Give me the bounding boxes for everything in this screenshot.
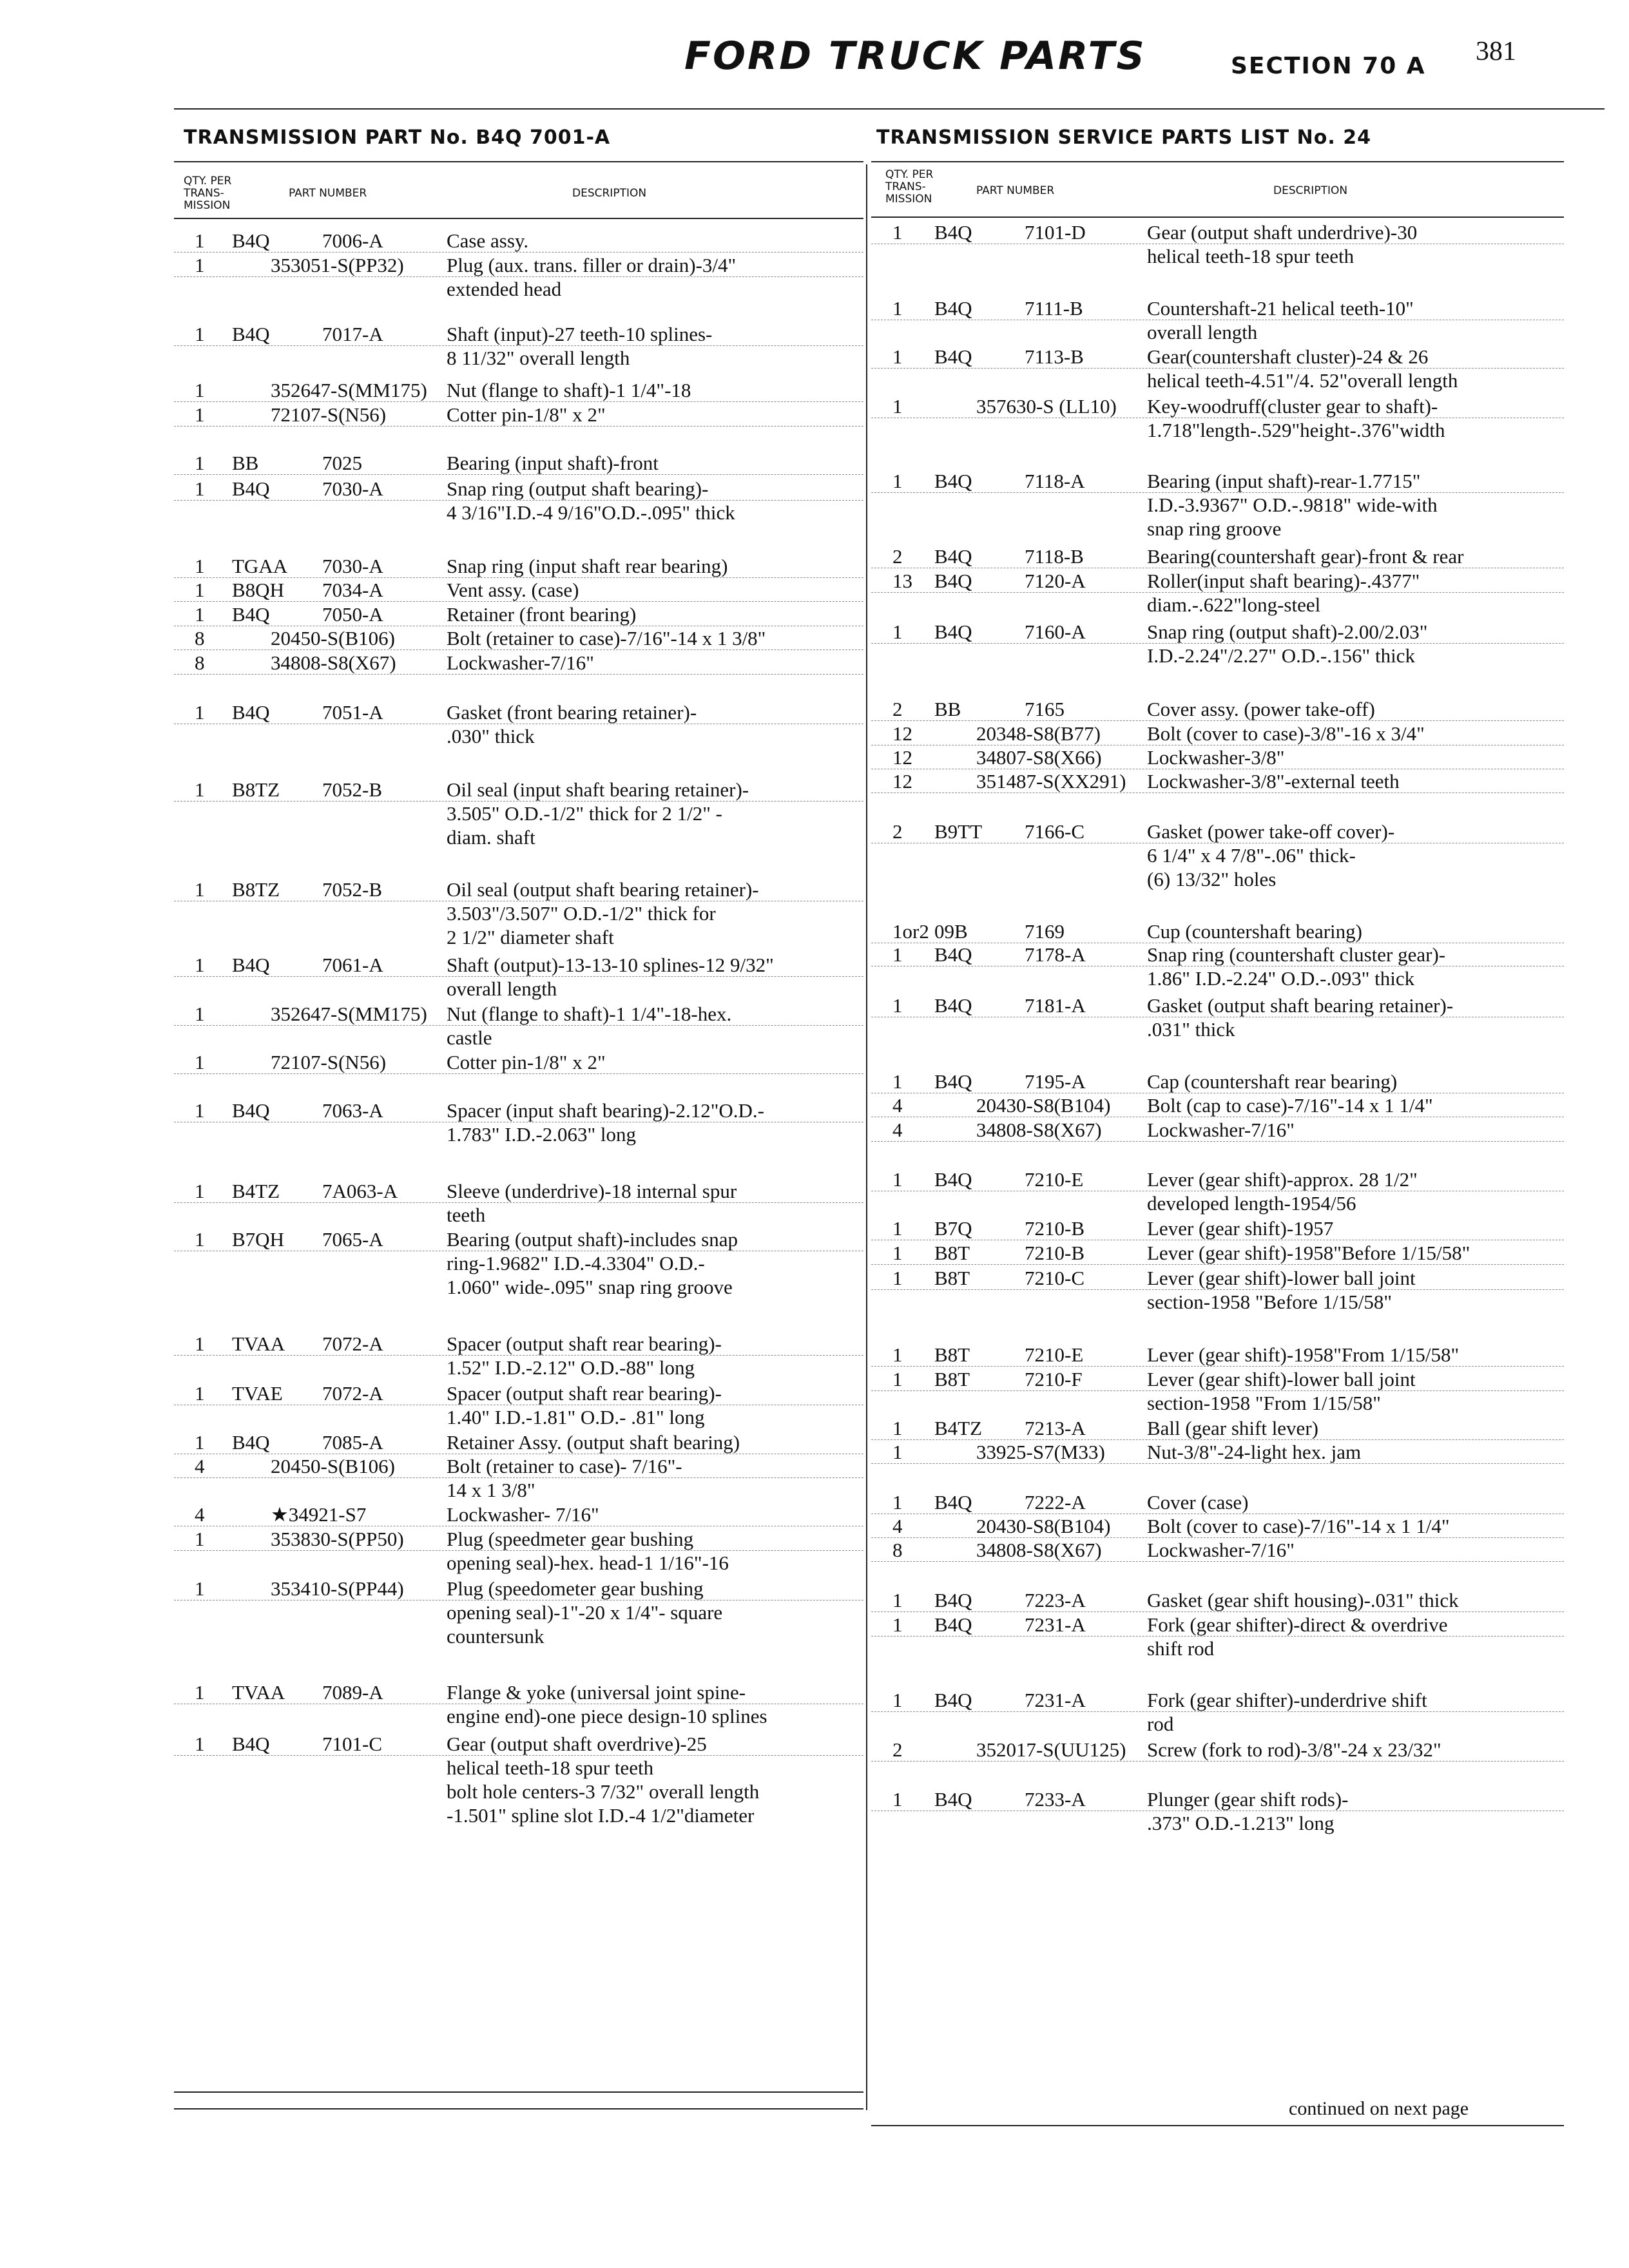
prefix-cell: BB — [934, 698, 961, 720]
description-cell: Snap ring (countershaft cluster gear)- 1.86" I.D.-2.24" O.D.-.093" thick — [1147, 943, 1446, 990]
description-cell: Spacer (output shaft rear bearing)- 1.52" I.D.-2.12" O.D.-88" long — [447, 1332, 722, 1379]
row-rule — [174, 801, 863, 802]
qty-cell: 1 — [892, 994, 903, 1017]
row-rule — [174, 1550, 863, 1551]
description-cell: Cup (countershaft bearing) — [1147, 920, 1362, 943]
row-rule — [174, 500, 863, 501]
qty-cell: 1 — [892, 395, 903, 418]
part-number-cell: 7169 — [1025, 920, 1065, 943]
description-cell: Ball (gear shift lever) — [1147, 1417, 1318, 1439]
part-number-cell: 7017-A — [322, 323, 383, 345]
description-cell: Lever (gear shift)-1958"Before 1/15/58" — [1147, 1242, 1470, 1264]
description-cell: Key-woodruff(cluster gear to shaft)- 1.718"length-.529"height-.376"width — [1147, 395, 1445, 441]
qty-cell: 4 — [195, 1455, 205, 1477]
prefix-cell: B8QH — [232, 579, 284, 601]
description-cell: Fork (gear shifter)-underdrive shift rod — [1147, 1689, 1427, 1735]
description-cell: Nut-3/8"-24-light hex. jam — [1147, 1441, 1362, 1463]
prefix-cell: B4Q — [232, 229, 270, 252]
prefix-cell: B4Q — [232, 323, 270, 345]
row-rule — [174, 426, 863, 427]
qty-cell: 13 — [892, 570, 912, 592]
qty-cell: 1 — [892, 1368, 903, 1390]
part-number-cell: 351487-S(XX291) — [976, 770, 1126, 793]
qty-cell: 1 — [195, 603, 205, 626]
qty-cell: 1 — [195, 701, 205, 724]
qty-cell: 1 — [195, 1528, 205, 1550]
part-number-cell: 7160-A — [1025, 620, 1086, 643]
description-cell: Bearing (input shaft)-rear-1.7715" I.D.-3.9367" O.D.-.9818" wide-with snap ring groove — [1147, 470, 1438, 540]
part-number-cell: 7210-B — [1025, 1217, 1084, 1240]
description-cell: Screw (fork to rod)-3/8"-24 x 23/32" — [1147, 1738, 1441, 1761]
row-rule — [174, 252, 863, 253]
qty-cell: 1 — [195, 555, 205, 577]
description-cell: Lockwasher-7/16" — [1147, 1119, 1295, 1141]
prefix-cell: B4Q — [934, 570, 972, 592]
prefix-cell: B4Q — [934, 1491, 972, 1514]
description-cell: Roller(input shaft bearing)-.4377" diam.-.622"long-steel — [1147, 570, 1420, 616]
row-rule — [871, 1761, 1564, 1762]
row-rule — [174, 401, 863, 402]
part-number-cell: 7213-A — [1025, 1417, 1086, 1439]
prefix-cell: B4Q — [934, 1613, 972, 1636]
part-number-cell: 7118-A — [1025, 470, 1085, 492]
prefix-cell: BB — [232, 452, 259, 474]
prefix-cell: TGAA — [232, 555, 288, 577]
qty-cell: 1 — [195, 954, 205, 976]
description-cell: Snap ring (output shaft)-2.00/2.03" I.D.-2.24"/2.27" O.D.-.156" thick — [1147, 620, 1428, 667]
left-heading: TRANSMISSION PART No. B4Q 7001-A — [184, 126, 611, 149]
part-number-cell: 20348-S8(B77) — [976, 722, 1101, 745]
prefix-cell: B4Q — [232, 701, 270, 724]
description-cell: Retainer Assy. (output shaft bearing) — [447, 1431, 740, 1454]
qty-cell: 1 — [892, 1589, 903, 1611]
qty-cell: 2 — [892, 545, 903, 568]
description-cell: Bearing (output shaft)-includes snap ring-1.9682" I.D.-4.3304" O.D.- 1.060" wide-.095" snap ring groove — [447, 1228, 738, 1298]
row-rule — [174, 1025, 863, 1026]
description-cell: Oil seal (input shaft bearing retainer)- 3.505" O.D.-1/2" thick for 2 1/2" - diam. shaft — [447, 778, 749, 849]
qty-cell: 1 — [892, 1417, 903, 1439]
part-number-cell: 7065-A — [322, 1228, 383, 1251]
part-number-cell: 353410-S(PP44) — [271, 1577, 404, 1600]
part-number-cell: 33925-S7(M33) — [976, 1441, 1105, 1463]
part-number-cell: 7111-B — [1025, 297, 1083, 320]
row-rule — [871, 592, 1564, 593]
prefix-cell: B4Q — [934, 1788, 972, 1811]
qty-cell: 1 — [892, 620, 903, 643]
part-number-cell: 20450-S(B106) — [271, 1455, 395, 1477]
description-cell: Bolt (retainer to case)-7/16"-14 x 1 3/8" — [447, 627, 766, 649]
qty-cell: 2 — [892, 820, 903, 843]
description-cell: Lockwasher- 7/16" — [447, 1503, 599, 1526]
description-cell: Lever (gear shift)-approx. 28 1/2" developed length-1954/56 — [1147, 1168, 1418, 1215]
description-cell: Gasket (output shaft bearing retainer)- .031" thick — [1147, 994, 1454, 1041]
prefix-cell: B8T — [934, 1242, 970, 1264]
prefix-cell: 09B — [934, 920, 968, 943]
part-number-cell: 7210-B — [1025, 1242, 1084, 1264]
prefix-cell: B4Q — [934, 297, 972, 320]
part-number-cell: 352647-S(MM175) — [271, 1003, 427, 1025]
prefix-cell: B4Q — [934, 943, 972, 966]
qty-cell: 1 — [195, 1382, 205, 1405]
part-number-cell: 7101-D — [1025, 221, 1086, 244]
qty-cell: 1 — [195, 323, 205, 345]
qty-cell: 1 — [195, 878, 205, 901]
qty-cell: 1 — [892, 1689, 903, 1711]
part-number-cell: 7210-E — [1025, 1343, 1084, 1366]
part-number-cell: 7181-A — [1025, 994, 1086, 1017]
qty-cell: 1 — [195, 778, 205, 801]
header-rule — [174, 108, 1605, 110]
prefix-cell: B7QH — [232, 1228, 284, 1251]
qty-cell: 1 — [892, 470, 903, 492]
row-rule — [871, 1711, 1564, 1712]
prefix-cell: B4Q — [934, 470, 972, 492]
description-cell: Cotter pin-1/8" x 2" — [447, 403, 606, 426]
qty-cell: 1 — [892, 1788, 903, 1811]
description-cell: Bearing (input shaft)-front — [447, 452, 659, 474]
description-cell: Plunger (gear shift rods)- .373" O.D.-1.213" long — [1147, 1788, 1349, 1834]
part-number-cell: 7025 — [322, 452, 362, 474]
description-cell: Plug (speedometer gear bushing opening seal)-1"-20 x 1/4"- square countersunk — [447, 1577, 723, 1648]
description-cell: Lever (gear shift)-1957 — [1147, 1217, 1334, 1240]
description-cell: Plug (aux. trans. filler or drain)-3/4" extended head — [447, 254, 737, 300]
prefix-cell: B4Q — [934, 345, 972, 368]
description-cell: Lockwasher-3/8" — [1147, 746, 1285, 769]
prefix-cell: B4Q — [232, 603, 270, 626]
part-number-cell: 7089-A — [322, 1681, 383, 1704]
row-rule — [174, 1477, 863, 1478]
qty-cell: 12 — [892, 770, 912, 793]
left-bottom-rule — [174, 2091, 863, 2093]
row-rule — [174, 276, 863, 277]
prefix-cell: B8T — [934, 1343, 970, 1366]
prefix-cell: B4Q — [232, 1099, 270, 1122]
part-number-cell: 72107-S(N56) — [271, 1051, 387, 1073]
qty-cell: 1 — [195, 254, 205, 276]
description-cell: Shaft (input)-27 teeth-10 splines- 8 11/32" overall length — [447, 323, 713, 369]
row-rule — [174, 1202, 863, 1203]
description-cell: Cotter pin-1/8" x 2" — [447, 1051, 606, 1073]
qty-cell: 12 — [892, 746, 912, 769]
row-rule — [174, 1355, 863, 1356]
right-heading-rule — [871, 161, 1564, 162]
prefix-cell: B8T — [934, 1368, 970, 1390]
part-number-cell: 7034-A — [322, 579, 383, 601]
part-number-cell: 7222-A — [1025, 1491, 1086, 1514]
part-number-cell: 353051-S(PP32) — [271, 254, 404, 276]
part-number-cell: 7072-A — [322, 1332, 383, 1355]
right-bottom-rule — [871, 2125, 1564, 2126]
description-cell: Gear (output shaft underdrive)-30 helical teeth-18 spur teeth — [1147, 221, 1418, 267]
qty-cell: 4 — [892, 1119, 903, 1141]
part-number-cell: 7165 — [1025, 698, 1065, 720]
prefix-cell: B4Q — [934, 1689, 972, 1711]
description-cell: Countershaft-21 helical teeth-10" overall length — [1147, 297, 1414, 343]
qty-cell: 1 — [892, 943, 903, 966]
description-cell: Gasket (gear shift housing)-.031" thick — [1147, 1589, 1459, 1611]
row-rule — [871, 643, 1564, 644]
description-cell: Retainer (front bearing) — [447, 603, 637, 626]
qty-cell: 1or2 — [892, 920, 929, 943]
qty-cell: 8 — [195, 651, 205, 674]
right-col-qty: QTY. PER TRANS- MISSION — [885, 168, 934, 206]
part-number-cell: 7231-A — [1025, 1689, 1086, 1711]
description-cell: Cover assy. (power take-off) — [1147, 698, 1375, 720]
qty-cell: 1 — [195, 379, 205, 401]
description-cell: Snap ring (output shaft bearing)- 4 3/16"I.D.-4 9/16"O.D.-.095" thick — [447, 477, 735, 524]
qty-cell: 1 — [195, 229, 205, 252]
left-colhdr-rule — [174, 218, 863, 219]
description-cell: Sleeve (underdrive)-18 internal spur teeth — [447, 1180, 737, 1226]
row-rule — [871, 492, 1564, 493]
description-cell: Vent assy. (case) — [447, 579, 579, 601]
description-cell: Snap ring (input shaft rear bearing) — [447, 555, 728, 577]
prefix-cell: B4Q — [232, 954, 270, 976]
part-number-cell: 34808-S8(X67) — [976, 1539, 1102, 1561]
part-number-cell: 7231-A — [1025, 1613, 1086, 1636]
part-number-cell: 7118-B — [1025, 545, 1084, 568]
row-rule — [174, 976, 863, 977]
part-number-cell: 357630-S (LL10) — [976, 395, 1117, 418]
part-number-cell: 7030-A — [322, 477, 383, 500]
row-rule — [871, 1264, 1564, 1265]
right-col-desc: DESCRIPTION — [1273, 184, 1348, 197]
qty-cell: 1 — [195, 477, 205, 500]
part-number-cell: 7006-A — [322, 229, 383, 252]
section-label: SECTION 70 A — [1231, 53, 1426, 79]
row-rule — [174, 1073, 863, 1074]
description-cell: Nut (flange to shaft)-1 1/4"-18-hex. castle — [447, 1003, 732, 1049]
qty-cell: 4 — [892, 1515, 903, 1537]
left-bottom-rule-2 — [174, 2108, 863, 2109]
part-number-cell: 7120-A — [1025, 570, 1086, 592]
description-cell: Lockwasher-7/16" — [447, 651, 594, 674]
qty-cell: 1 — [195, 1332, 205, 1355]
prefix-cell: B8T — [934, 1267, 970, 1289]
description-cell: Shaft (output)-13-13-10 splines-12 9/32" overall length — [447, 954, 774, 1000]
part-number-cell: 7223-A — [1025, 1589, 1086, 1611]
prefix-cell: B4Q — [934, 1168, 972, 1191]
description-cell: Lever (gear shift)-lower ball joint section-1958 "Before 1/15/58" — [1147, 1267, 1416, 1313]
description-cell: Gear (output shaft overdrive)-25 helical teeth-18 spur teeth bolt hole centers-3 7/32" overall length -1.501" spline slot I.D.-4 1/2"diameter — [447, 1733, 760, 1827]
qty-cell: 1 — [195, 1681, 205, 1704]
part-number-cell: 353830-S(PP50) — [271, 1528, 404, 1550]
qty-cell: 1 — [195, 579, 205, 601]
page-title: FORD TRUCK PARTS — [684, 34, 1146, 79]
qty-cell: 1 — [892, 1491, 903, 1514]
part-number-cell: 7101-C — [322, 1733, 382, 1755]
prefix-cell: B4TZ — [232, 1180, 280, 1202]
row-rule — [871, 1289, 1564, 1290]
qty-cell: 1 — [195, 1051, 205, 1073]
prefix-cell: B4Q — [934, 1589, 972, 1611]
qty-cell: 1 — [892, 345, 903, 368]
part-number-cell: 7210-E — [1025, 1168, 1084, 1191]
prefix-cell: B4Q — [934, 221, 972, 244]
qty-cell: 1 — [892, 1441, 903, 1463]
qty-cell: 1 — [195, 403, 205, 426]
prefix-cell: B9TT — [934, 820, 983, 843]
prefix-cell: B4Q — [232, 1431, 270, 1454]
qty-cell: 1 — [195, 452, 205, 474]
qty-cell: 1 — [892, 1267, 903, 1289]
left-col-qty: QTY. PER TRANS- MISSION — [184, 175, 232, 212]
description-cell: Bolt (cover to case)-7/16"-14 x 1 1/4" — [1147, 1515, 1450, 1537]
prefix-cell: B4Q — [934, 1070, 972, 1093]
part-number-cell: 7210-C — [1025, 1267, 1084, 1289]
row-rule — [871, 1141, 1564, 1142]
row-rule — [871, 1463, 1564, 1464]
description-cell: Cap (countershaft rear bearing) — [1147, 1070, 1398, 1093]
part-number-cell: 7030-A — [322, 555, 383, 577]
part-number-cell: 7A063-A — [322, 1180, 398, 1202]
column-divider — [866, 164, 867, 2110]
prefix-cell: B4Q — [934, 620, 972, 643]
part-number-cell: 34808-S8(X67) — [976, 1119, 1102, 1141]
part-number-cell: 7195-A — [1025, 1070, 1086, 1093]
qty-cell: 8 — [892, 1539, 903, 1561]
prefix-cell: TVAA — [232, 1332, 285, 1355]
part-number-cell: 7051-A — [322, 701, 383, 724]
row-rule — [871, 1366, 1564, 1367]
prefix-cell: TVAE — [232, 1382, 283, 1405]
part-number-cell: 20430-S8(B104) — [976, 1094, 1111, 1117]
part-number-cell: 7085-A — [322, 1431, 383, 1454]
row-rule — [871, 368, 1564, 369]
qty-cell: 1 — [195, 1228, 205, 1251]
row-rule — [174, 601, 863, 602]
prefix-cell: B4Q — [232, 477, 270, 500]
row-rule — [174, 474, 863, 475]
qty-cell: 1 — [892, 297, 903, 320]
row-rule — [174, 649, 863, 650]
qty-cell: 1 — [195, 1431, 205, 1454]
description-cell: Lever (gear shift)-lower ball joint section-1958 "From 1/15/58" — [1147, 1368, 1416, 1414]
row-rule — [871, 1561, 1564, 1562]
description-cell: Bolt (cap to case)-7/16"-14 x 1 1/4" — [1147, 1094, 1433, 1117]
part-number-cell: 7178-A — [1025, 943, 1086, 966]
description-cell: Bearing(countershaft gear)-front & rear — [1147, 545, 1464, 568]
part-number-cell: 7166-C — [1025, 820, 1084, 843]
page-number: 381 — [1476, 37, 1516, 66]
row-rule — [871, 720, 1564, 721]
qty-cell: 2 — [892, 1738, 903, 1761]
prefix-cell: B4Q — [934, 994, 972, 1017]
qty-cell: 2 — [892, 698, 903, 720]
part-number-cell: 34808-S8(X67) — [271, 651, 396, 674]
description-cell: Gasket (front bearing retainer)- .030" thick — [447, 701, 697, 747]
prefix-cell: TVAA — [232, 1681, 285, 1704]
qty-cell: 4 — [195, 1503, 205, 1526]
description-cell: Oil seal (output shaft bearing retainer)- 3.503"/3.507" O.D.-1/2" thick for 2 1/2" diameter shaft — [447, 878, 759, 948]
description-cell: Plug (speedmeter gear bushing opening seal)-hex. head-1 1/16"-16 — [447, 1528, 729, 1574]
description-cell: Cover (case) — [1147, 1491, 1249, 1514]
prefix-cell: B8TZ — [232, 778, 280, 801]
description-cell: Bolt (retainer to case)- 7/16"- 14 x 1 3/8" — [447, 1455, 682, 1501]
part-number-cell: 7063-A — [322, 1099, 383, 1122]
qty-cell: 1 — [892, 1613, 903, 1636]
qty-cell: 1 — [892, 1343, 903, 1366]
part-number-cell: 7050-A — [322, 603, 383, 626]
description-cell: Case assy. — [447, 229, 529, 252]
right-col-part: PART NUMBER — [976, 184, 1055, 197]
qty-cell: 1 — [195, 1180, 205, 1202]
description-cell: Spacer (input shaft bearing)-2.12"O.D.- 1.783" I.D.-2.063" long — [447, 1099, 765, 1146]
part-number-cell: 7052-B — [322, 878, 382, 901]
qty-cell: 1 — [892, 221, 903, 244]
qty-cell: 1 — [892, 1070, 903, 1093]
prefix-cell: B4Q — [232, 1733, 270, 1755]
part-number-cell: 7233-A — [1025, 1788, 1086, 1811]
part-number-cell: 352017-S(UU125) — [976, 1738, 1126, 1761]
description-cell: Fork (gear shifter)-direct & overdrive shift rod — [1147, 1613, 1448, 1660]
qty-cell: 8 — [195, 627, 205, 649]
prefix-cell: B7Q — [934, 1217, 972, 1240]
row-rule — [871, 1390, 1564, 1391]
part-number-cell: 7061-A — [322, 954, 383, 976]
prefix-cell: B4TZ — [934, 1417, 983, 1439]
right-heading: TRANSMISSION SERVICE PARTS LIST No. 24 — [876, 126, 1371, 149]
qty-cell: 4 — [892, 1094, 903, 1117]
description-cell: Gear(countershaft cluster)-24 & 26 helical teeth-4.51"/4. 52"overall length — [1147, 345, 1458, 392]
row-rule — [871, 1636, 1564, 1637]
qty-cell: 12 — [892, 722, 912, 745]
part-number-cell: 20430-S8(B104) — [976, 1515, 1111, 1537]
description-cell: Gasket (power take-off cover)- 6 1/4" x 4 7/8"-.06" thick- (6) 13/32" holes — [1147, 820, 1395, 890]
part-number-cell: 72107-S(N56) — [271, 403, 387, 426]
part-number-cell: 34807-S8(X66) — [976, 746, 1102, 769]
left-heading-rule — [174, 161, 863, 162]
qty-cell: 1 — [892, 1217, 903, 1240]
row-rule — [871, 1611, 1564, 1612]
qty-cell: 1 — [195, 1099, 205, 1122]
qty-cell: 1 — [195, 1003, 205, 1025]
row-rule — [174, 1755, 863, 1756]
part-number-cell: ★34921-S7 — [271, 1503, 367, 1526]
part-number-cell: 20450-S(B106) — [271, 627, 395, 649]
prefix-cell: B4Q — [934, 545, 972, 568]
row-rule — [174, 674, 863, 675]
part-number-cell: 7210-F — [1025, 1368, 1083, 1390]
continued-note: continued on next page — [1289, 2098, 1469, 2119]
left-col-part: PART NUMBER — [289, 187, 367, 200]
right-colhdr-rule — [871, 216, 1564, 218]
description-cell: Lever (gear shift)-1958"From 1/15/58" — [1147, 1343, 1460, 1366]
description-cell: Bolt (cover to case)-3/8"-16 x 3/4" — [1147, 722, 1425, 745]
qty-cell: 1 — [195, 1733, 205, 1755]
description-cell: Flange & yoke (universal joint spine- engine end)-one piece design-10 splines — [447, 1681, 767, 1727]
description-cell: Spacer (output shaft rear bearing)- 1.40" I.D.-1.81" O.D.- .81" long — [447, 1382, 722, 1428]
qty-cell: 1 — [195, 1577, 205, 1600]
prefix-cell: B8TZ — [232, 878, 280, 901]
part-number-cell: 7072-A — [322, 1382, 383, 1405]
row-rule — [174, 345, 863, 346]
qty-cell: 1 — [892, 1168, 903, 1191]
description-cell: Lockwasher-7/16" — [1147, 1539, 1295, 1561]
part-number-cell: 7113-B — [1025, 345, 1084, 368]
description-cell: Nut (flange to shaft)-1 1/4"-18 — [447, 379, 691, 401]
left-col-desc: DESCRIPTION — [572, 187, 647, 200]
description-cell: Lockwasher-3/8"-external teeth — [1147, 770, 1400, 793]
part-number-cell: 352647-S(MM175) — [271, 379, 427, 401]
qty-cell: 1 — [892, 1242, 903, 1264]
part-number-cell: 7052-B — [322, 778, 382, 801]
